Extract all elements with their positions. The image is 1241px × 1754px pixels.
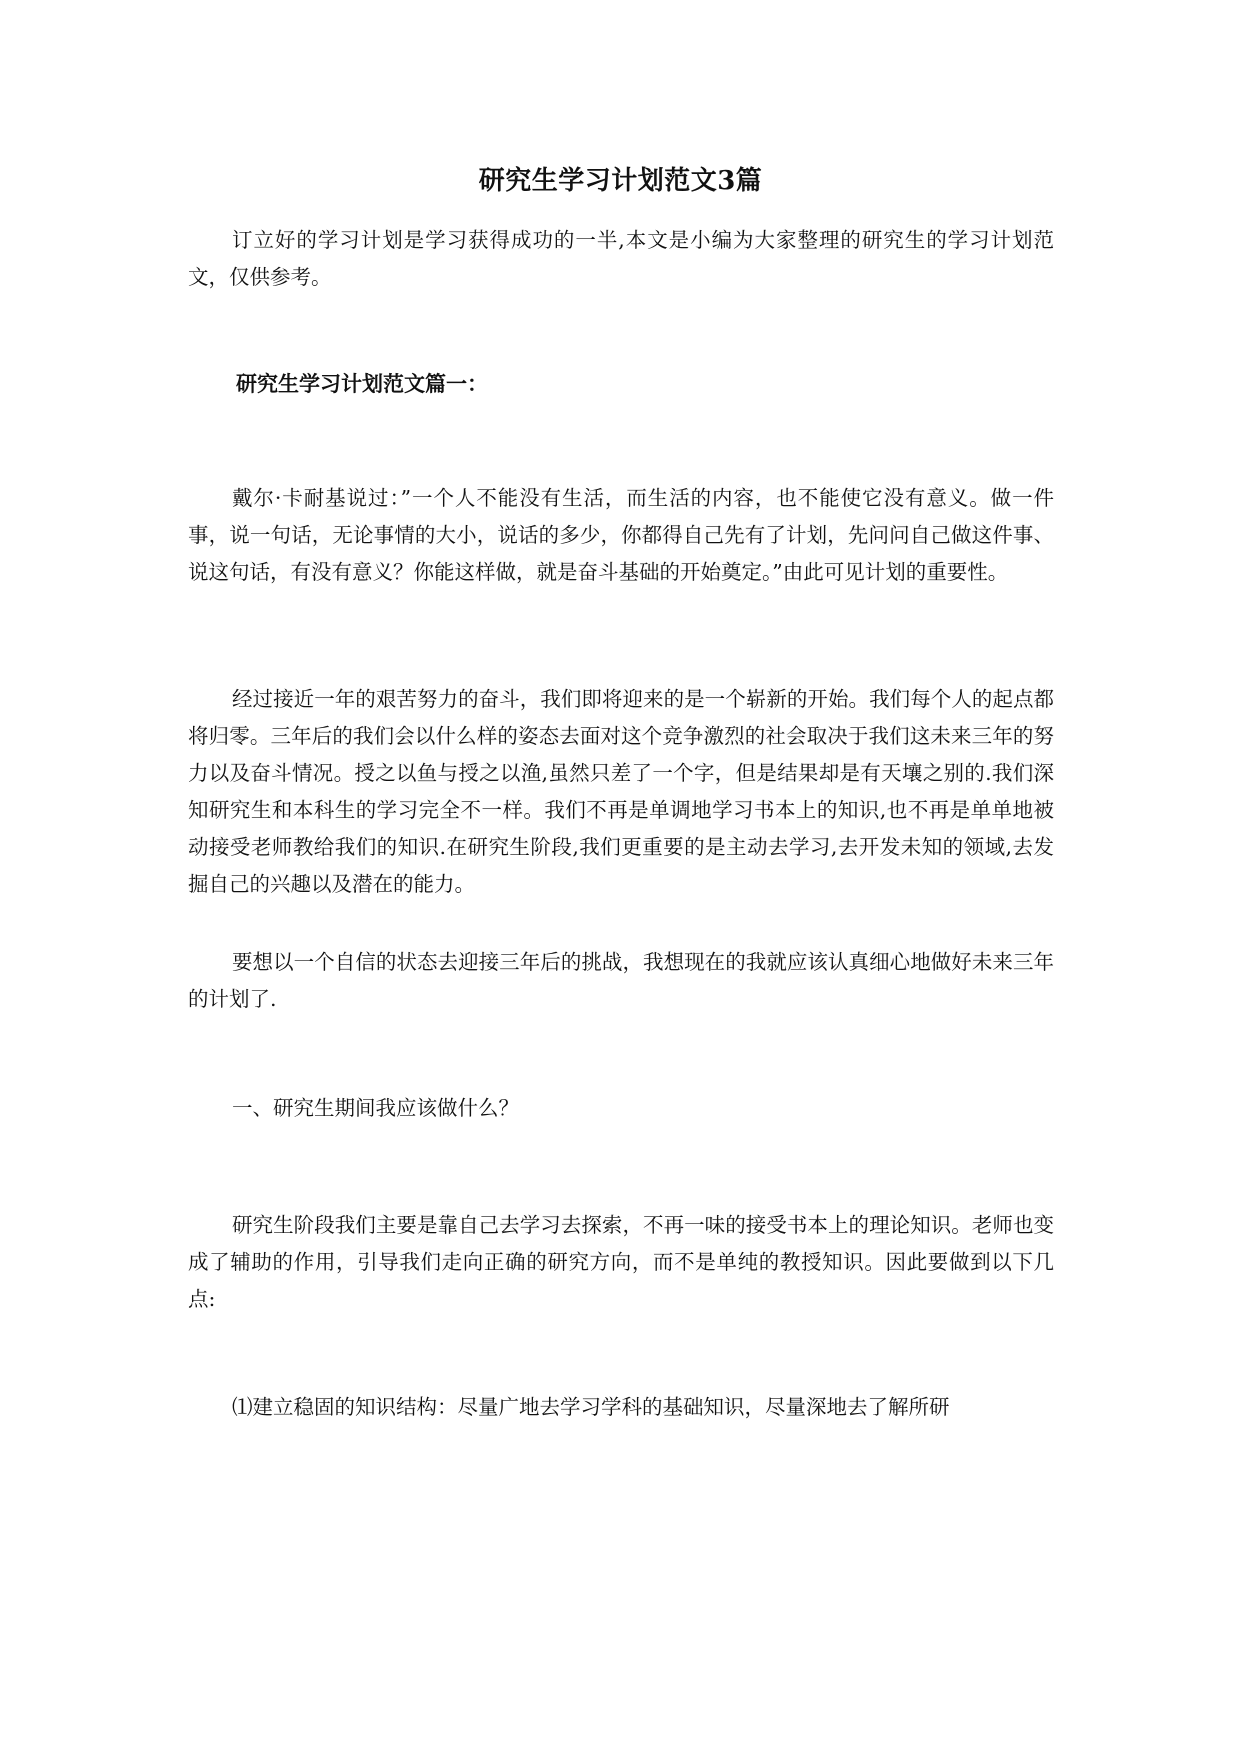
point-1-text: ⑴建立稳固的知识结构：尽量广地去学习学科的基础知识，尽量深地去了解所研 [232, 1395, 950, 1419]
document-title: 研究生学习计划范文3篇 [478, 166, 763, 196]
section-heading: 研究生学习计划范文篇一： [236, 371, 488, 396]
paragraph-new-start: 经过接近一年的艰苦努力的奋斗，我们即将迎来的是一个崭新的开始。我们每个人的起点都将归零。三年后的我们会以什么样的姿态去面对这个竞争激烈的社会取决于我们这未来三年的努力以及奋斗情况。授之以鱼与授之以渔,虽然只差了一个字，但是结果却是有天壤之别的.我们深知研究生和本科生的学习完全不一样。我们不再是单调地学习书本上的知识,也不再是单单地被动接受老师教给我们的知识.在研究生阶段,我们更重要的是主动去学习,去开发未知的领域,去发掘自己的兴趣以及潜在的能力。 [188, 687, 1054, 896]
intro-paragraph: 订立好的学习计划是学习获得成功的一半,本文是小编为大家整理的研究生的学习计划范文，仅供参考。 [188, 228, 1054, 289]
question-heading: 一、研究生期间我应该做什么？ [232, 1096, 519, 1120]
paragraph-graduate-stage: 研究生阶段我们主要是靠自己去学习去探索，不再一味的接受书本上的理论知识。老师也变成了辅助的作用，引导我们走向正确的研究方向，而不是单纯的教授知识。因此要做到以下几点: [188, 1213, 1054, 1311]
paragraph-plan: 要想以一个自信的状态去迎接三年后的挑战，我想现在的我就应该认真细心地做好未来三年的计划了. [188, 950, 1054, 1011]
paragraph-carnegie-quote: 戴尔·卡耐基说过：”一个人不能没有生活，而生活的内容，也不能使它没有意义。做一件事，说一句话，无论事情的大小，说话的多少，你都得自己先有了计划，先问问自己做这件事、说这句话，有没有意义？你能这样做，就是奋斗基础的开始奠定。”由此可见计划的重要性。 [188, 486, 1054, 584]
